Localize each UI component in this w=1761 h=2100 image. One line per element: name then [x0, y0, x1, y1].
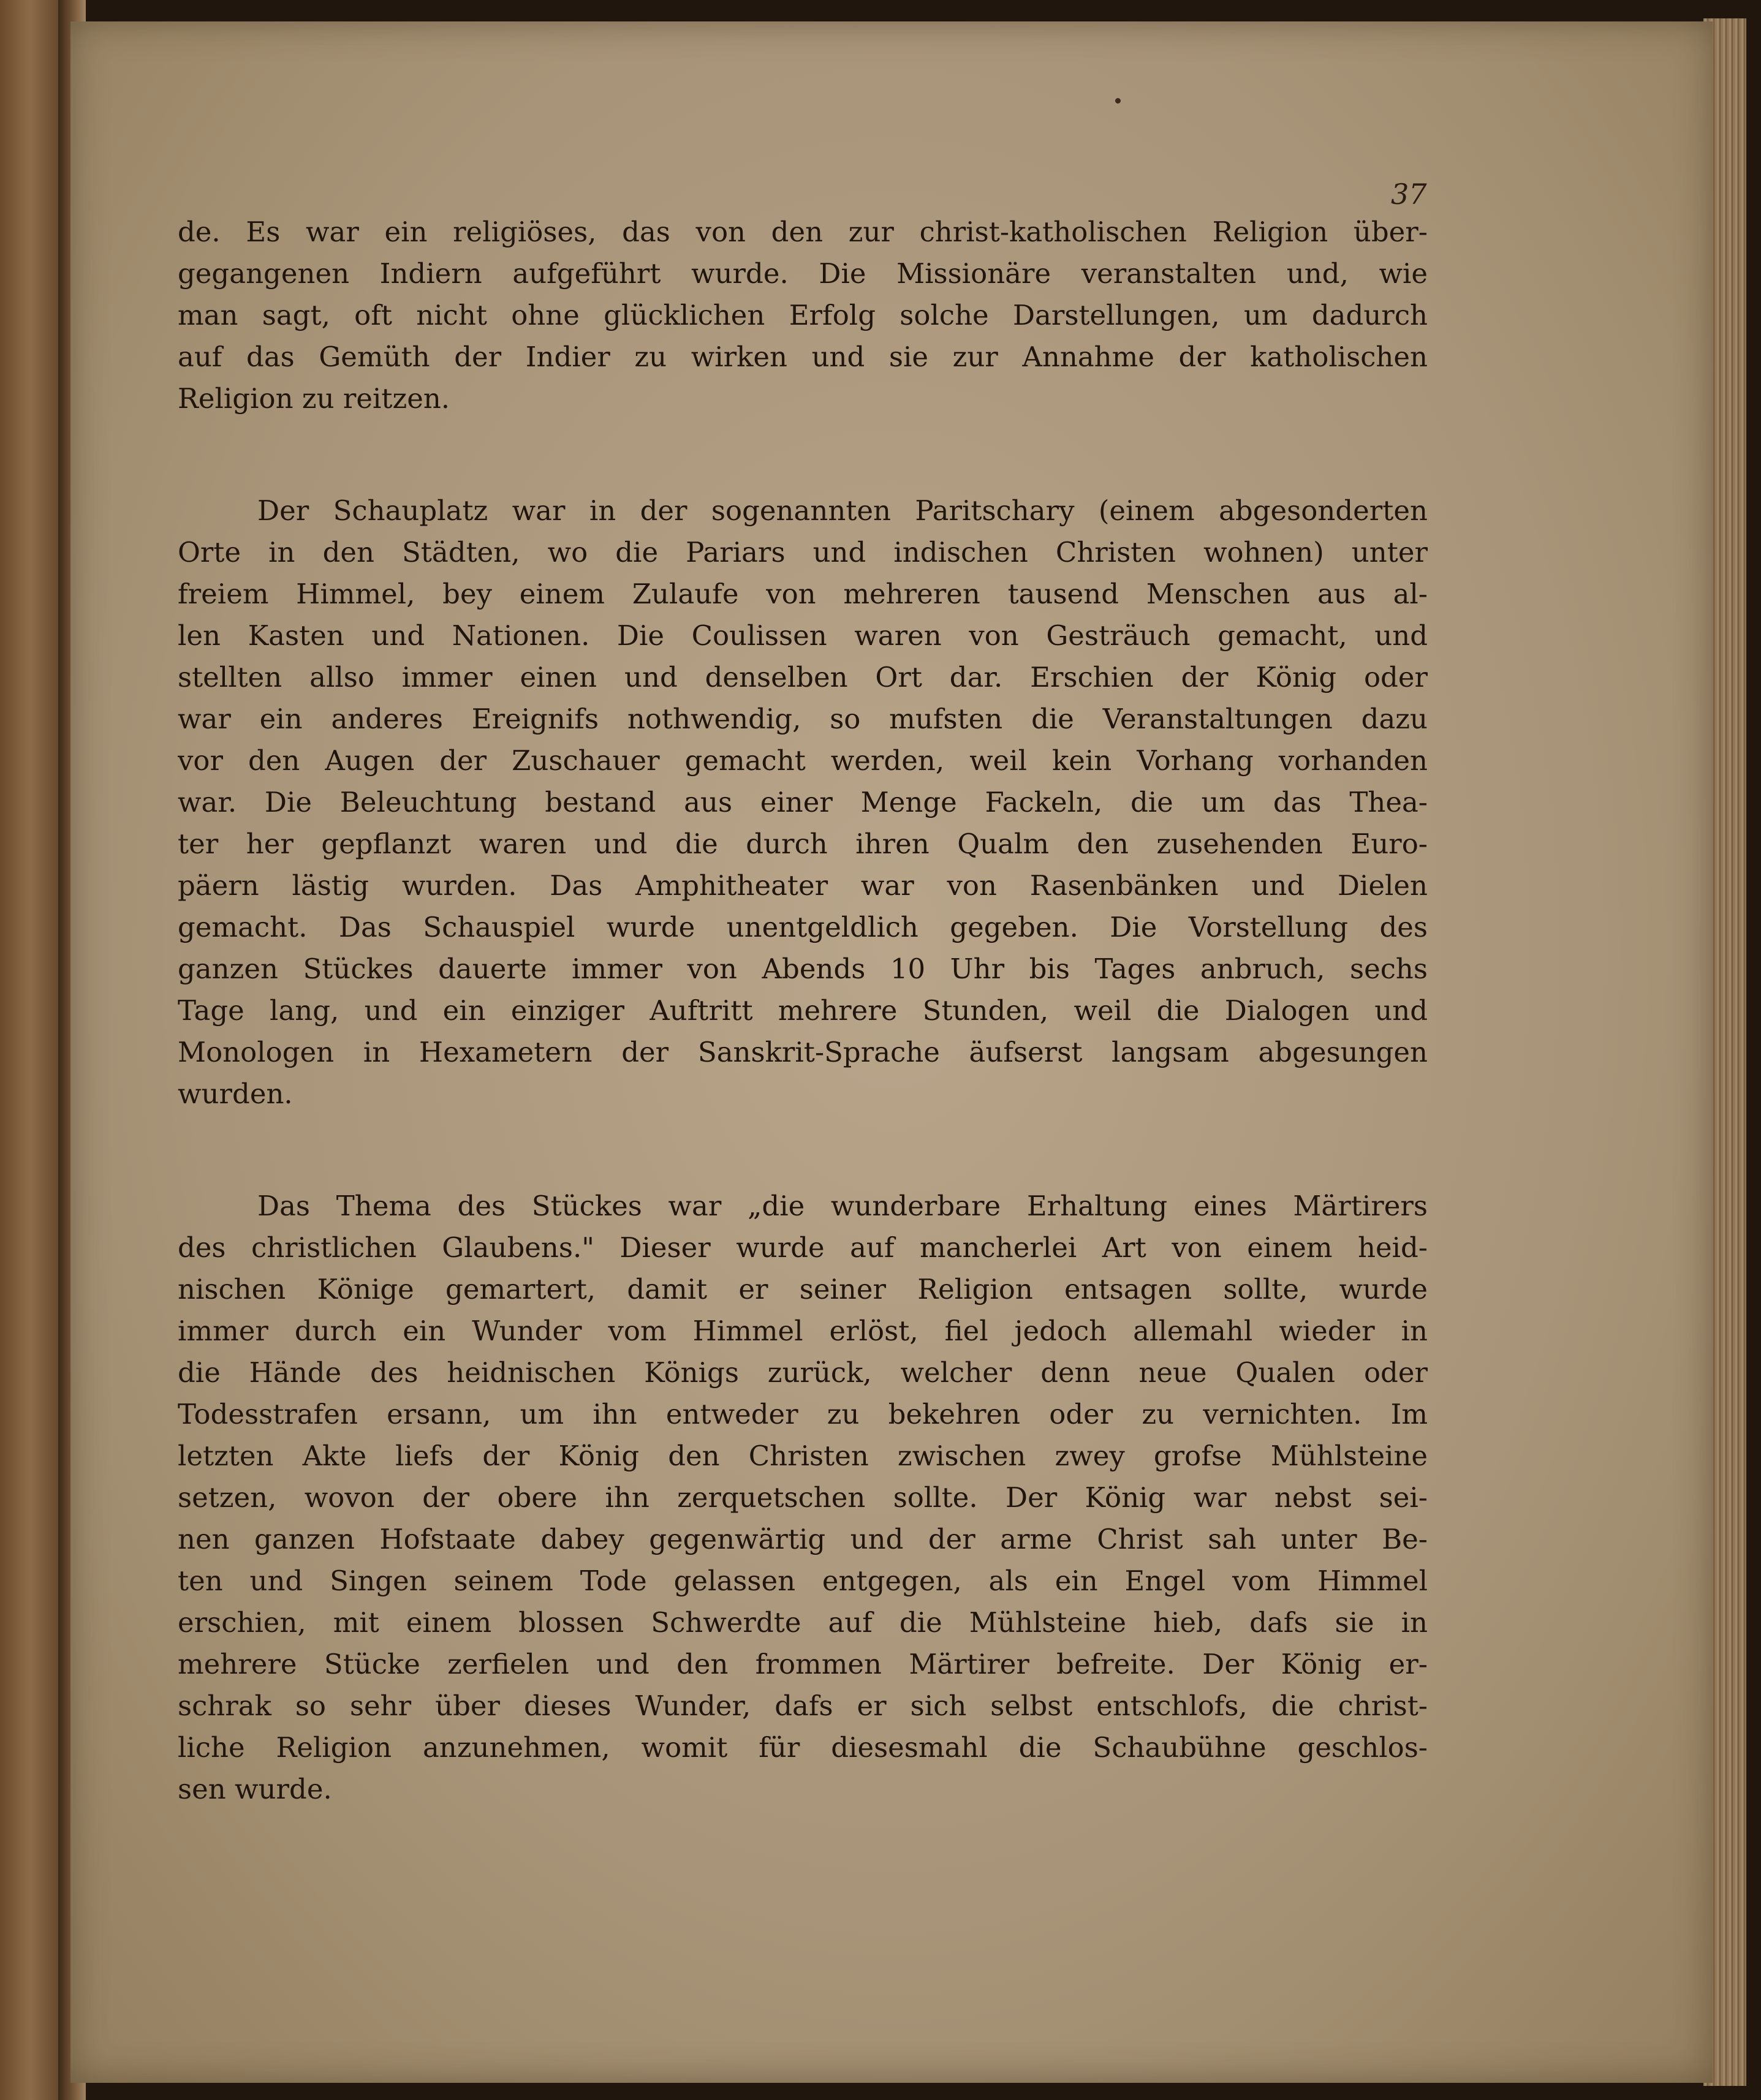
text-line: Der Schauplatz war in der sogenannten Paritschary (einem abgesonderten	[257, 494, 1428, 527]
text-line: Orte in den Städten, wo die Pariars und indischen Christen wohnen) unter	[178, 536, 1428, 568]
text-line: erschien, mit einem blossen Schwerdte auf die Mühlsteine hieb, dafs sie in	[178, 1606, 1428, 1639]
text-line: stellten allso immer einen und denselben Ort dar. Erschien der König oder	[178, 661, 1428, 693]
text-line: wurden.	[178, 1078, 293, 1110]
text-line: liche Religion anzunehmen, womit für diesesmahl die Schaubühne geschlos-	[178, 1731, 1428, 1764]
text-line: Todesstrafen ersann, um ihn entweder zu bekehren oder zu vernichten. Im	[178, 1398, 1428, 1430]
text-line: Religion zu reitzen.	[178, 382, 450, 415]
left-page-edge	[0, 0, 67, 2100]
text-line: ten und Singen seinem Tode gelassen entgegen, als ein Engel vom Himmel	[178, 1565, 1428, 1597]
body-text	[178, 211, 1428, 1810]
text-line: des christlichen Glaubens." Dieser wurde auf mancherlei Art von einem heid-	[178, 1231, 1428, 1264]
paragraph-1	[178, 211, 1428, 420]
text-line: gegangenen Indiern aufgeführt wurde. Die Missionäre veranstalten und, wie	[178, 257, 1428, 290]
text-line: setzen, wovon der obere ihn zerquetschen sollte. Der König war nebst sei-	[178, 1481, 1428, 1514]
text-line: war. Die Beleuchtung bestand aus einer Menge Fackeln, die um das Thea-	[178, 786, 1428, 818]
text-line: schrak so sehr über dieses Wunder, dafs er sich selbst entschlofs, die christ-	[178, 1690, 1428, 1722]
text-line: Tage lang, und ein einziger Auftritt mehrere Stunden, weil die Dialogen und	[178, 994, 1428, 1027]
paragraph-3	[178, 1185, 1428, 1810]
text-line: len Kasten und Nationen. Die Coulissen waren von Gesträuch gemacht, und	[178, 619, 1428, 652]
text-line: nischen Könige gemartert, damit er seiner Religion entsagen sollte, wurde	[178, 1273, 1428, 1305]
text-line: letzten Akte liefs der König den Christen zwischen zwey grofse Mühlsteine	[178, 1440, 1428, 1472]
page-number: 37	[1391, 178, 1427, 211]
text-line: die Hände des heidnischen Königs zurück, welcher denn neue Qualen oder	[178, 1356, 1428, 1389]
text-line: päern lästig wurden. Das Amphitheater war von Rasenbänken und Dielen	[178, 869, 1428, 902]
text-line: ter her gepflanzt waren und die durch ihren Qualm den zusehenden Euro-	[178, 828, 1428, 860]
text-line: auf das Gemüth der Indier zu wirken und sie zur Annahme der katholischen	[178, 341, 1428, 373]
paragraph-2	[178, 490, 1428, 1115]
text-line: immer durch ein Wunder vom Himmel erlöst, fiel jedoch allemahl wieder in	[178, 1315, 1428, 1347]
text-line: gemacht. Das Schauspiel wurde unentgeldlich gegeben. Die Vorstellung des	[178, 911, 1428, 943]
text-line: sen wurde.	[178, 1773, 332, 1805]
text-line: de. Es war ein religiöses, das von den zur christ-katholischen Religion über-	[178, 216, 1428, 248]
text-line: vor den Augen der Zuschauer gemacht werden, weil kein Vorhang vorhanden	[178, 744, 1428, 777]
ink-speck	[1115, 98, 1121, 104]
text-line: freiem Himmel, bey einem Zulaufe von mehreren tausend Menschen aus al-	[178, 578, 1428, 610]
paragraph-gap	[178, 420, 1428, 490]
text-line: ganzen Stückes dauerte immer von Abends 10 Uhr bis Tages anbruch, sechs	[178, 953, 1428, 985]
text-line: Monologen in Hexametern der Sanskrit-Sprache äufserst langsam abgesungen	[178, 1036, 1428, 1068]
text-line: nen ganzen Hofstaate dabey gegenwärtig und der arme Christ sah unter Be-	[178, 1523, 1428, 1555]
paragraph-gap	[178, 1115, 1428, 1185]
text-line: Das Thema des Stückes war „die wunderbare Erhaltung eines Märtirers	[257, 1190, 1428, 1222]
text-line: mehrere Stücke zerfielen und den frommen Märtirer befreite. Der König er-	[178, 1648, 1428, 1680]
text-line: man sagt, oft nicht ohne glücklichen Erfolg solche Darstellungen, um dadurch	[178, 299, 1428, 331]
text-line: war ein anderes Ereignifs nothwendig, so mufsten die Veranstaltungen dazu	[178, 703, 1428, 735]
